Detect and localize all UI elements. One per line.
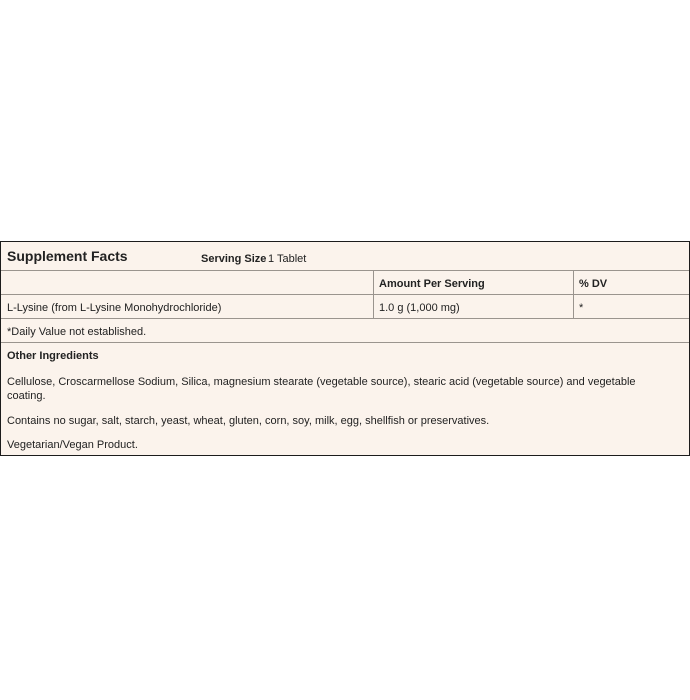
serving-size-value: 1 Tablet <box>268 253 307 265</box>
vegan-statement: Vegetarian/Vegan Product. <box>7 439 138 451</box>
column-divider <box>373 271 374 294</box>
column-divider <box>573 271 574 294</box>
serving-size-label: Serving Size <box>201 253 267 265</box>
footnote-row <box>1 319 689 343</box>
column-divider <box>373 295 374 318</box>
header-amount-per-serving: Amount Per Serving <box>379 278 485 290</box>
daily-value-footnote: *Daily Value not established. <box>7 326 147 338</box>
header-percent-dv: % DV <box>579 278 608 290</box>
other-ingredients-text: Cellulose, Croscarmellose Sodium, Silica, magnesium stearate (vegetable source), stearic acid (vegetable source) and vegetable coating. <box>7 376 636 402</box>
column-divider <box>573 295 574 318</box>
title-row <box>1 242 689 271</box>
other-ingredients-heading: Other Ingredients <box>7 350 99 362</box>
ingredient-amount: 1.0 g (1,000 mg) <box>379 302 460 314</box>
ingredient-name: L-Lysine (from L-Lysine Monohydrochloride) <box>7 302 222 314</box>
allergen-statement: Contains no sugar, salt, starch, yeast, wheat, gluten, corn, soy, milk, egg, shellfish or preservatives. <box>7 415 490 427</box>
panel-title: Supplement Facts <box>7 248 128 264</box>
ingredient-dv: * <box>579 302 584 314</box>
other-ingredients-section <box>1 343 689 455</box>
table-header-row <box>1 271 689 295</box>
supplement-facts-panel <box>0 241 690 456</box>
table-row <box>1 295 689 319</box>
